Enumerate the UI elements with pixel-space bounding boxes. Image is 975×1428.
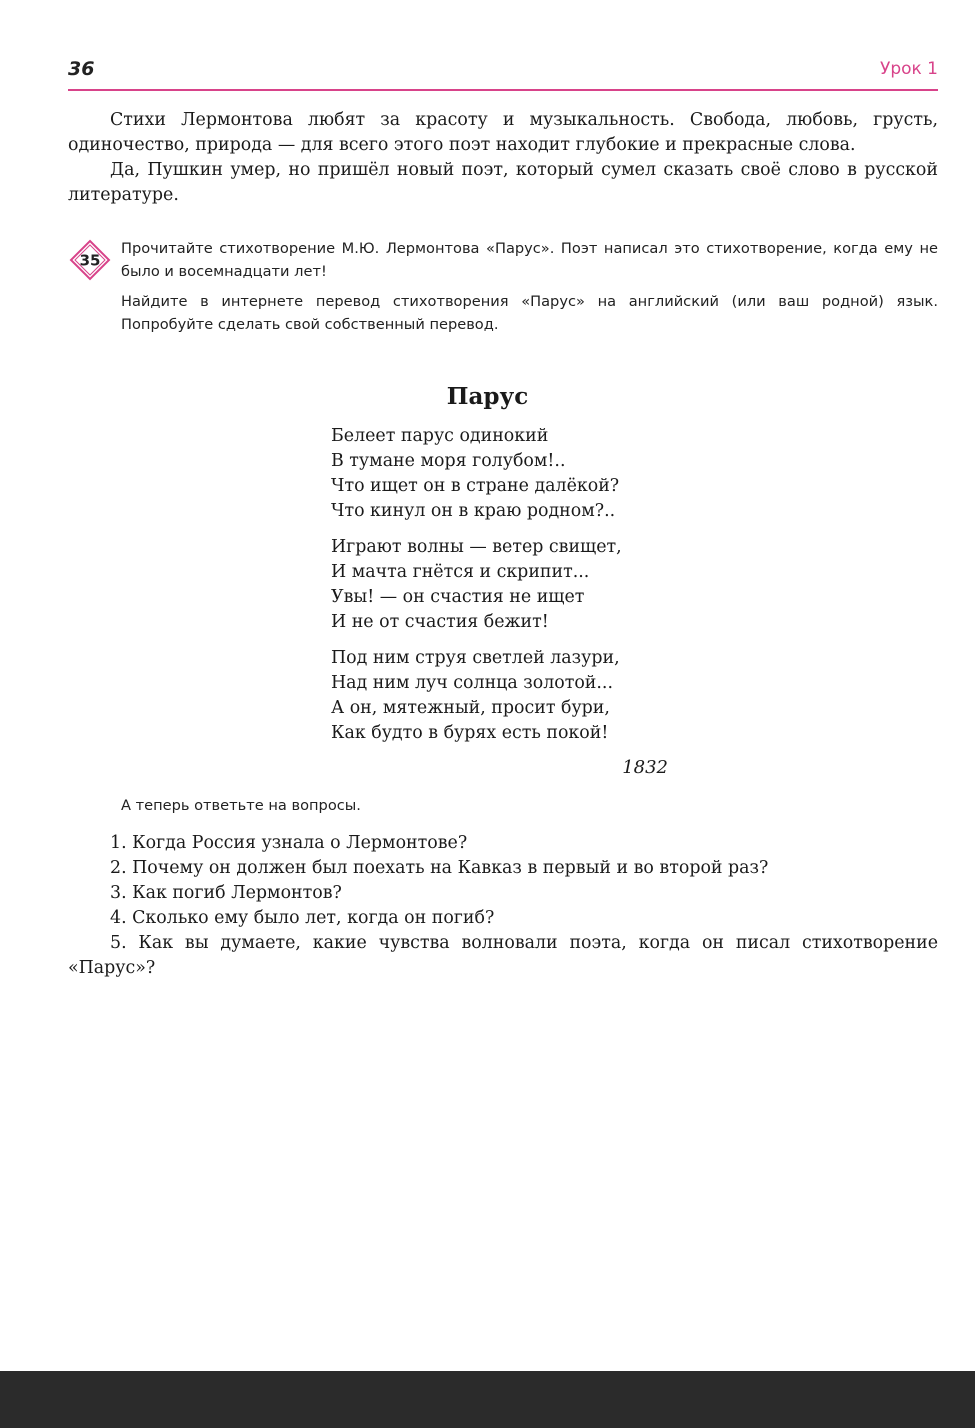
task-paragraph: Прочитайте стихотворение М.Ю. Лермонтова «Парус». Поэт написал это стихотворение, когда ему не было и восемнадцати лет! (121, 240, 938, 280)
poem-stanza (331, 535, 622, 635)
poem-line: Что кинул он в краю родном?.. (331, 501, 616, 521)
question-item: 2. Почему он должен был поехать на Кавказ в первый и во второй раз? (110, 858, 769, 878)
questions-list (68, 831, 938, 981)
poem-line: Над ним луч солнца золотой... (331, 673, 613, 693)
poem-line: А он, мятежный, просит бури, (331, 698, 610, 718)
task-number: 35 (79, 251, 101, 270)
poem-year: 1832 (622, 757, 668, 778)
questions-lead: А теперь ответьте на вопросы. (121, 797, 361, 814)
lesson-label: Урок 1 (879, 59, 938, 79)
poem-line: Как будто в бурях есть покой! (331, 723, 609, 743)
question-item: 1. Когда Россия узнала о Лермонтове? (110, 833, 468, 853)
question-item: 5. Как вы думаете, какие чувства волновали поэта, когда он писал стихотворение «Парус»? (68, 933, 938, 978)
header-divider (68, 89, 938, 91)
poem-stanza (331, 646, 622, 746)
poem-body (331, 424, 622, 757)
poem-line: В тумане моря голубом!.. (331, 451, 566, 471)
poem-stanza (331, 424, 622, 524)
task-35 (68, 238, 938, 344)
intro-paragraph: Стихи Лермонтова любят за красоту и музыкальность. Свобода, любовь, грусть, одиночество, природа — для всего этого поэт находит глубокие и прекрасные слова. (68, 110, 938, 155)
intro-paragraph: Да, Пушкин умер, но пришёл новый поэт, который сумел сказать своё слово в русской литературе. (68, 160, 938, 205)
question-item: 4. Сколько ему было лет, когда он погиб? (110, 908, 495, 928)
footer-bar (0, 1371, 975, 1428)
intro-text (68, 108, 938, 208)
page-number: 36 (68, 58, 95, 80)
poem-line: Под ним струя светлей лазури, (331, 648, 620, 668)
poem-line: И мачта гнётся и скрипит... (331, 562, 590, 582)
poem-line: Играют волны — ветер свищет, (331, 537, 622, 557)
poem-title: Парус (446, 383, 529, 410)
question-item: 3. Как погиб Лермонтов? (110, 883, 342, 903)
poem-line: Что ищет он в стране далёкой? (331, 476, 620, 496)
task-paragraph: Найдите в интернете перевод стихотворения «Парус» на английский (или ваш родной) язык. Попробуйте сделать свой собственный перевод. (121, 293, 938, 333)
poem-line: И не от счастия бежит! (331, 612, 549, 632)
poem-line: Белеет парус одинокий (331, 426, 549, 446)
task-number-badge (68, 238, 112, 282)
poem-line: Увы! — он счастия не ищет (331, 587, 585, 607)
page-header (68, 56, 938, 86)
task-instructions (121, 238, 938, 336)
